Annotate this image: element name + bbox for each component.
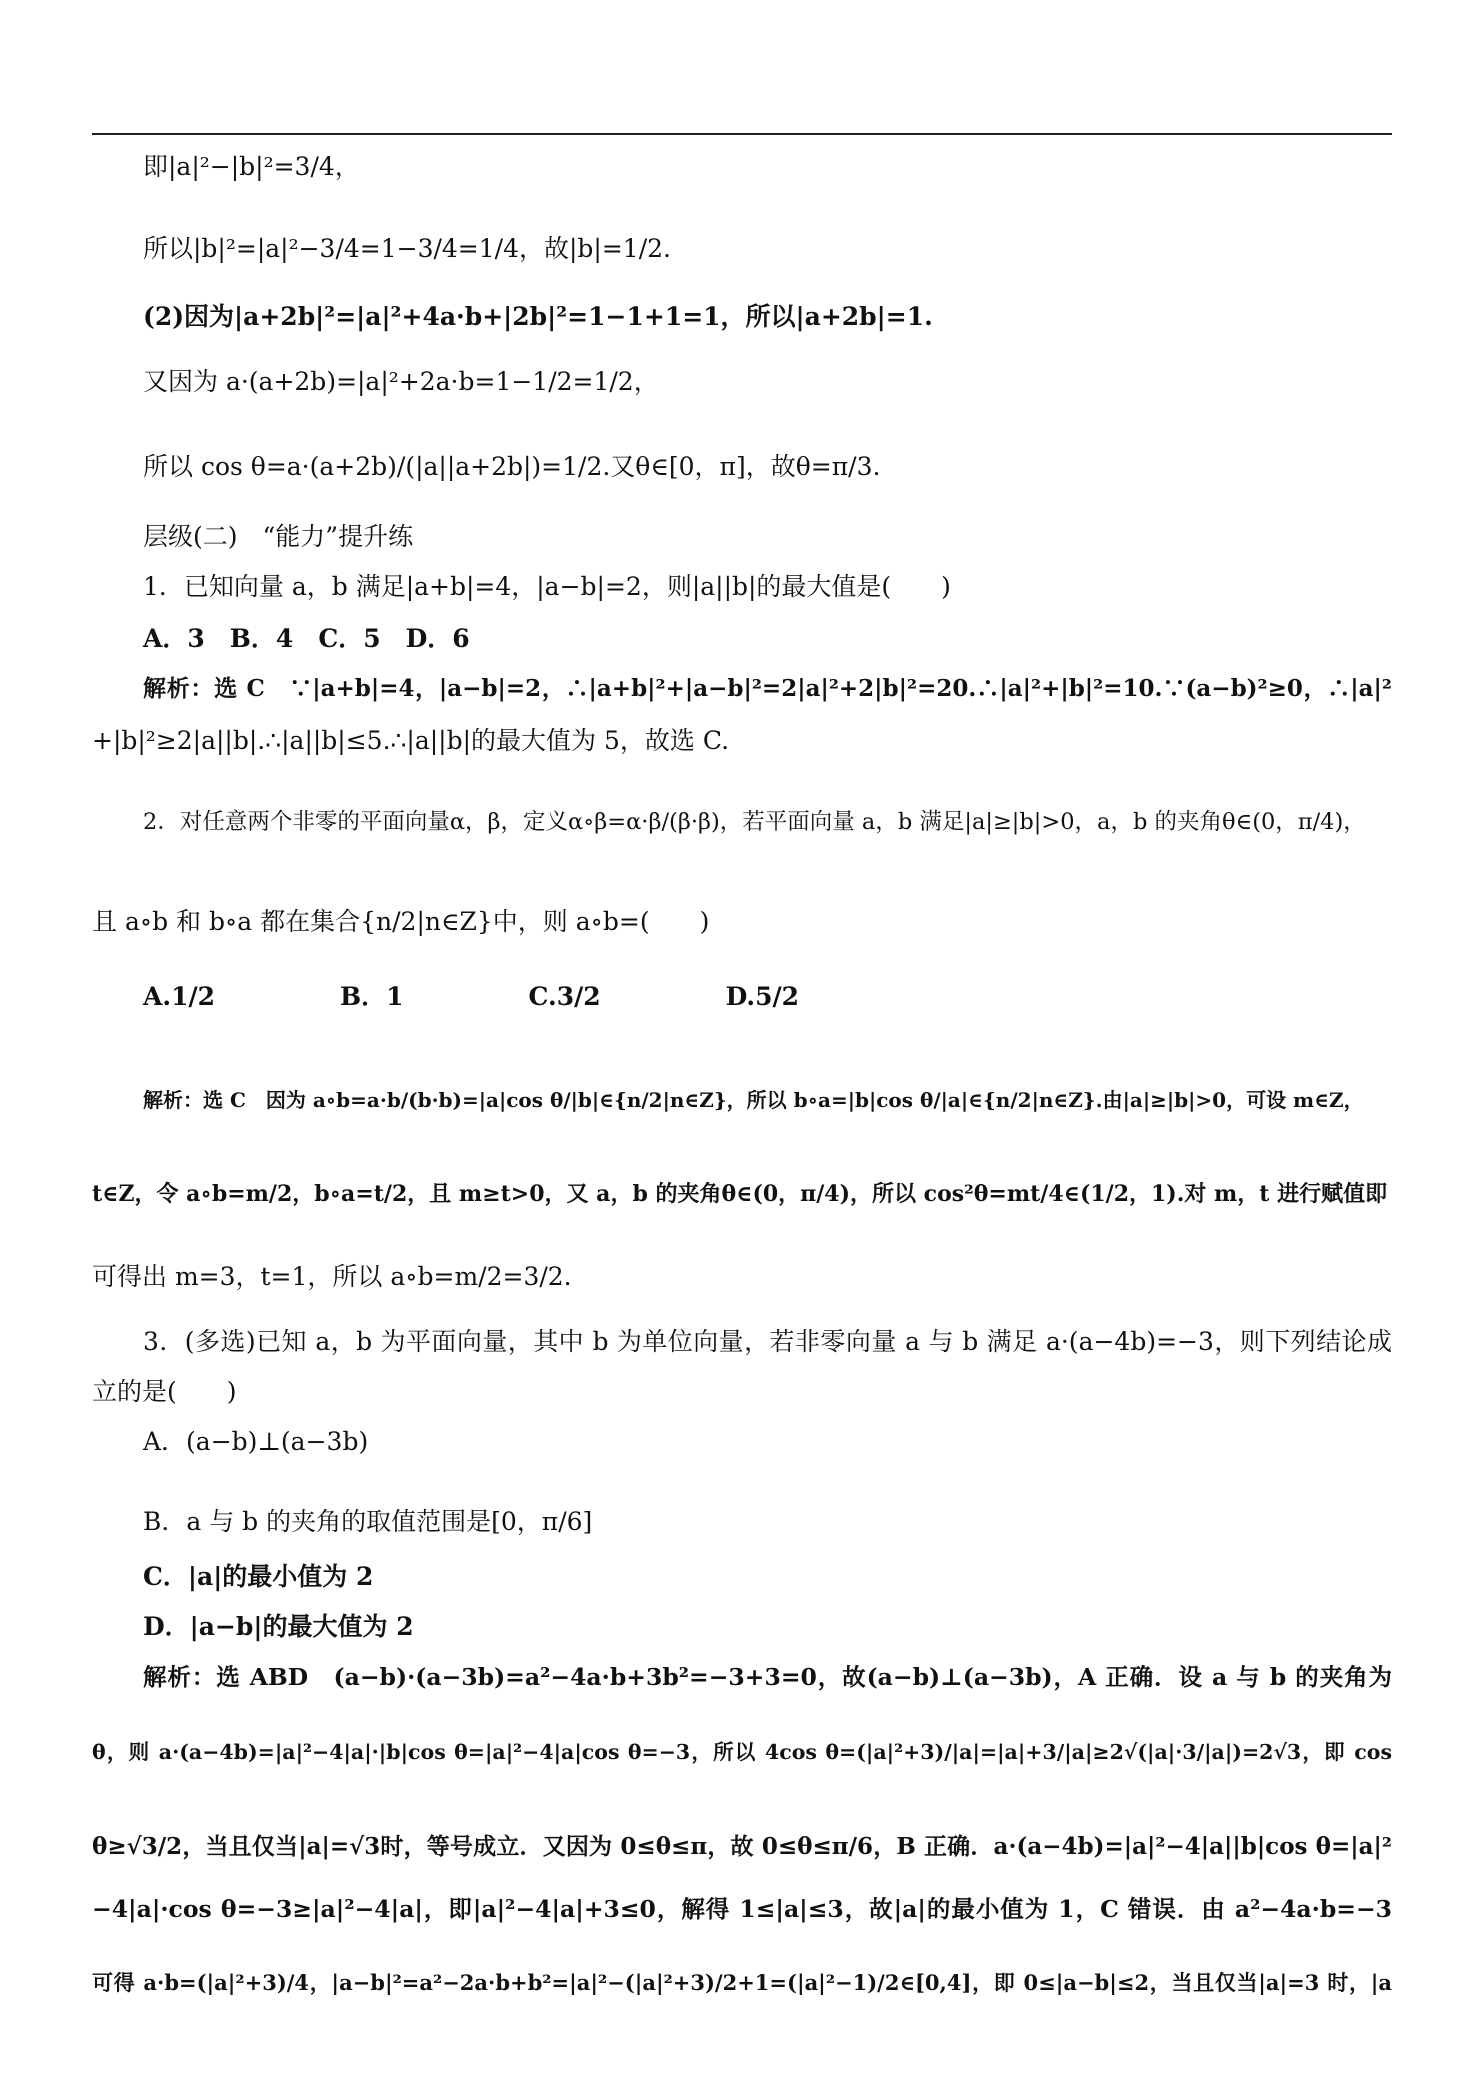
text-line: 又因为 a·(a+2b)=|a|²+2a·b=1−1/2=1/2， (143, 367, 659, 396)
text-line: 所以|b|²=|a|²−3/4=1−3/4=1/4，故|b|=1/2. (143, 234, 671, 263)
option-b: B．a 与 b 的夹角的取值范围是[0，π/6] (143, 1507, 593, 1536)
solution-3-cont: −4|a|·cos θ=−3≥|a|²−4|a|，即|a|²−4|a|+3≤0，解得 1≤|a|≤3，故|a|的最小值为 1，C 错误．由 a²−4a·b=−3 (92, 1895, 1392, 1923)
header-rule (92, 133, 1392, 135)
solution-3-cont: θ≥√3/2，当且仅当|a|=√3时，等号成立．又因为 0≤θ≤π，故 0≤θ≤π/6，B 正确．a·(a−4b)=|a|²−4|a||b|cos θ=|a|² (92, 1833, 1392, 1860)
text-line: (2)因为|a+2b|²=|a|²+4a·b+|2b|²=1−1+1=1，所以|a+2b|=1. (143, 302, 933, 331)
solution-3-cont: 可得 a·b=(|a|²+3)/4，|a−b|²=a²−2a·b+b²=|a|²−(|a|²+3)/2+1=(|a|²−1)/2∈[0,4]，即 0≤|a−b|≤2，当且仅当|a|=3 时，|a (92, 1970, 1392, 1995)
option-c: C．|a|的最小值为 2 (143, 1562, 374, 1591)
solution-1-cont: +|b|²≥2|a||b|.∴|a||b|≤5.∴|a||b|的最大值为 5，故选 C. (92, 726, 730, 755)
question-1: 1．已知向量 a，b 满足|a+b|=4，|a−b|=2，则|a||b|的最大值是( ) (143, 572, 951, 601)
solution-2: 解析：选 C 因为 a∘b=a·b/(b·b)=|a|cos θ/|b|∈{n/2|n∈Z}，所以 b∘a=|b|cos θ/|a|∈{n/2|n∈Z}.由|a|≥|b|>0，可设 m∈Z， (143, 1088, 1364, 1112)
solution-1: 解析：选 C ∵|a+b|=4，|a−b|=2，∴|a+b|²+|a−b|²=2|a|²+2|b|²=20.∴|a|²+|b|²=10.∵(a−b)²≥0，∴|a|² (143, 675, 1392, 702)
solution-3: 解析：选 ABD (a−b)·(a−3b)=a²−4a·b+3b²=−3+3=0，故(a−b)⊥(a−3b)，A 正确．设 a 与 b 的夹角为 (143, 1663, 1392, 1691)
section-heading: 层级(二) “能力”提升练 (143, 522, 414, 551)
option-d: D．|a−b|的最大值为 2 (143, 1612, 414, 1641)
solution-2-end: 可得出 m=3，t=1，所以 a∘b=m/2=3/2. (92, 1262, 572, 1291)
question-2: 2．对任意两个非零的平面向量α，β，定义α∘β=α·β/(β·β)，若平面向量 a，b 满足|a|≥|b|>0，a，b 的夹角θ∈(0，π/4)， (143, 809, 1366, 835)
solution-3-cont: θ，则 a·(a−4b)=|a|²−4|a|·|b|cos θ=|a|²−4|a|cos θ=−3，所以 4cos θ=(|a|²+3)/|a|=|a|+3/|a|≥2√(|a|·3/|a|)=2√3，即 cos (92, 1740, 1392, 1764)
solution-2-cont: t∈Z，令 a∘b=m/2，b∘a=t/2，且 m≥t>0，又 a，b 的夹角θ∈(0，π/4)，所以 cos²θ=mt/4∈(1/2，1).对 m，t 进行赋值即 (92, 1181, 1388, 1207)
question-1-options: A．3 B．4 C．5 D．6 (143, 624, 470, 653)
text-line: 即|a|²−|b|²=3/4， (143, 152, 360, 181)
text-line: 所以 cos θ=a·(a+2b)/(|a||a+2b|)=1/2.又θ∈[0，π]，故θ=π/3. (143, 452, 881, 481)
question-2-options: A.1/2 B．1 C.3/2 D.5/2 (143, 982, 800, 1011)
question-3-cont: 立的是( ) (92, 1377, 237, 1406)
question-3: 3．(多选)已知 a，b 为平面向量，其中 b 为单位向量，若非零向量 a 与 b 满足 a·(a−4b)=−3，则下列结论成 (143, 1327, 1392, 1356)
question-2-cont: 且 a∘b 和 b∘a 都在集合{n/2|n∈Z}中，则 a∘b=( ) (92, 907, 710, 936)
option-a: A．(a−b)⊥(a−3b) (143, 1427, 369, 1456)
